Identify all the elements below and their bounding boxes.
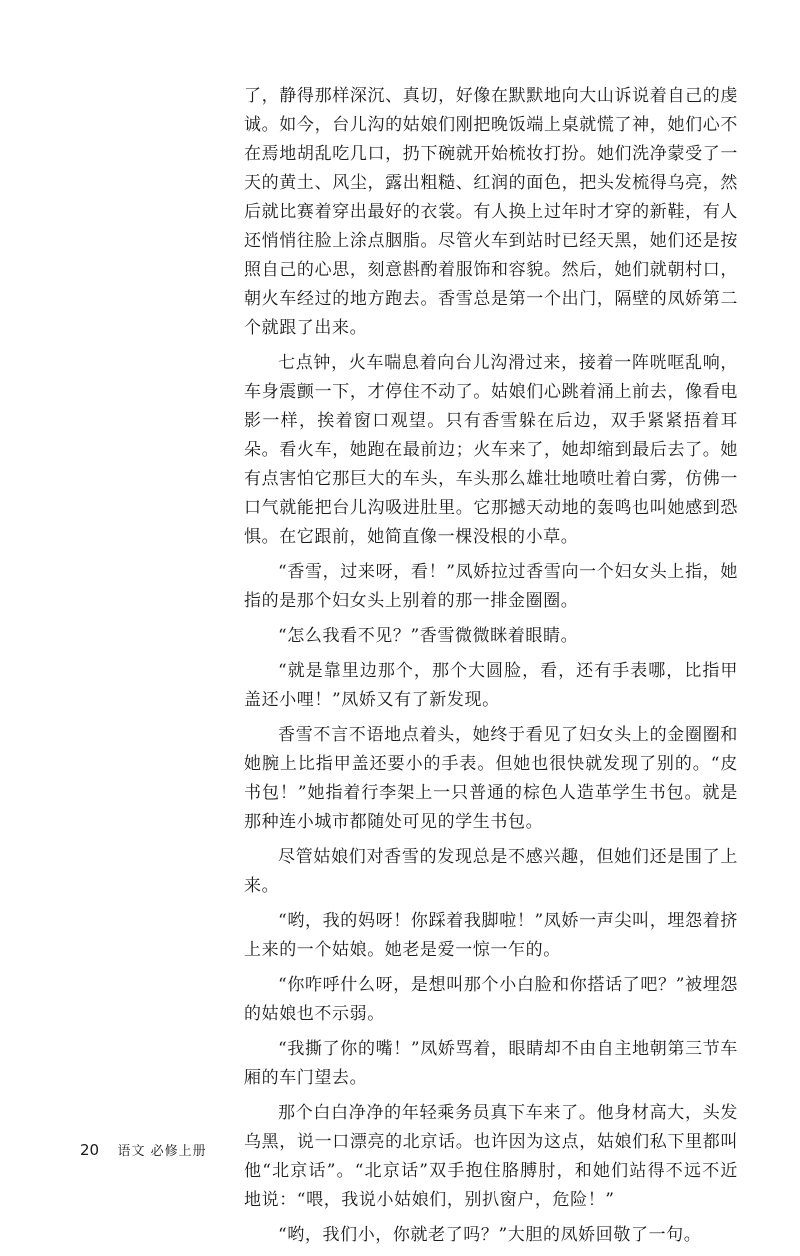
paragraph-3: “香雪，过来呀，看！”凤娇拉过香雪向一个妇女头上指，她指的是那个妇女头上别着的那一排金圈圈。	[244, 562, 738, 611]
paragraph-8: “哟，我的妈呀！你踩着我脚啦！”凤娇一声尖叫，埋怨着挤上来的一个姑娘。她老是爱一惊一乍的。	[244, 911, 738, 960]
paragraph-12: “哟，我们小，你就老了吗？”大胆的凤娇回敬了一句。	[278, 1225, 702, 1245]
paragraph-7: 尽管姑娘们对香雪的发现总是不感兴趣，但她们还是围了上来。	[244, 847, 738, 896]
paragraph-10: “我撕了你的嘴！”凤娇骂着，眼睛却不由自主地朝第三节车厢的车门望去。	[244, 1039, 738, 1088]
paragraph-5: “就是靠里边那个，那个大圆脸，看，还有手表哪，比指甲盖还小哩！”凤娇又有了新发现。	[244, 661, 738, 710]
page-footer	[80, 1140, 207, 1159]
book-label: 语文 必修上册	[117, 1144, 207, 1159]
paragraph-2: 七点钟，火车喘息着向台儿沟滑过来，接着一阵咣哐乱响，车身震颤一下，才停住不动了。姑娘们心跳着涌上前去，像看电影一样，挨着窗口观望。只有香雪躲在后边，双手紧紧捂着耳朵。看火车，她跑在最前边；火车来了，她却缩到最后去了。她有点害怕它那巨大的车头，车头那么雄壮地喷吐着白雾，仿佛一口气就能把台儿沟吸进肚里。它那撼天动地的轰鸣也叫她感到恐惧。在它跟前，她简直像一棵没根的小草。	[244, 353, 738, 547]
paragraph-11: 那个白白净净的年轻乘务员真下车来了。他身材高大，头发乌黑，说一口漂亮的北京话。也许因为这点，姑娘们私下里都叫他“北京话”。“北京话”双手抱住胳膊肘，和她们站得不远不近地说：“喂，我说小姑娘们，别扒窗户，危险！”	[244, 1103, 738, 1210]
body-text	[244, 82, 738, 1256]
page-number: 20	[80, 1141, 100, 1159]
paragraph-9: “你咋呼什么呀，是想叫那个小白脸和你搭话了吧？”被埋怨的姑娘也不示弱。	[244, 975, 738, 1024]
paragraph-1: 了，静得那样深沉、真切，好像在默默地向大山诉说着自己的虔诚。如今，台儿沟的姑娘们刚把晚饭端上桌就慌了神，她们心不在焉地胡乱吃几口，扔下碗就开始梳妆打扮。她们洗净蒙受了一天的黄土、风尘，露出粗糙、红润的面色，把头发梳得乌亮，然后就比赛着穿出最好的衣裳。有人换上过年时才穿的新鞋，有人还悄悄往脸上涂点胭脂。尽管火车到站时已经天黑，她们还是按照自己的心思，刻意斟酌着服饰和容貌。然后，她们就朝村口，朝火车经过的地方跑去。香雪总是第一个出门，隔壁的凤娇第二个就跟了出来。	[244, 86, 738, 338]
paragraph-6: 香雪不言不语地点着头，她终于看见了妇女头上的金圈圈和她腕上比指甲盖还要小的手表。但她也很快就发现了别的。“皮书包！”她指着行李架上一只普通的棕色人造革学生书包。就是那种连小城市都随处可见的学生书包。	[244, 725, 738, 832]
paragraph-4: “怎么我看不见？”香雪微微眯着眼睛。	[278, 626, 579, 646]
